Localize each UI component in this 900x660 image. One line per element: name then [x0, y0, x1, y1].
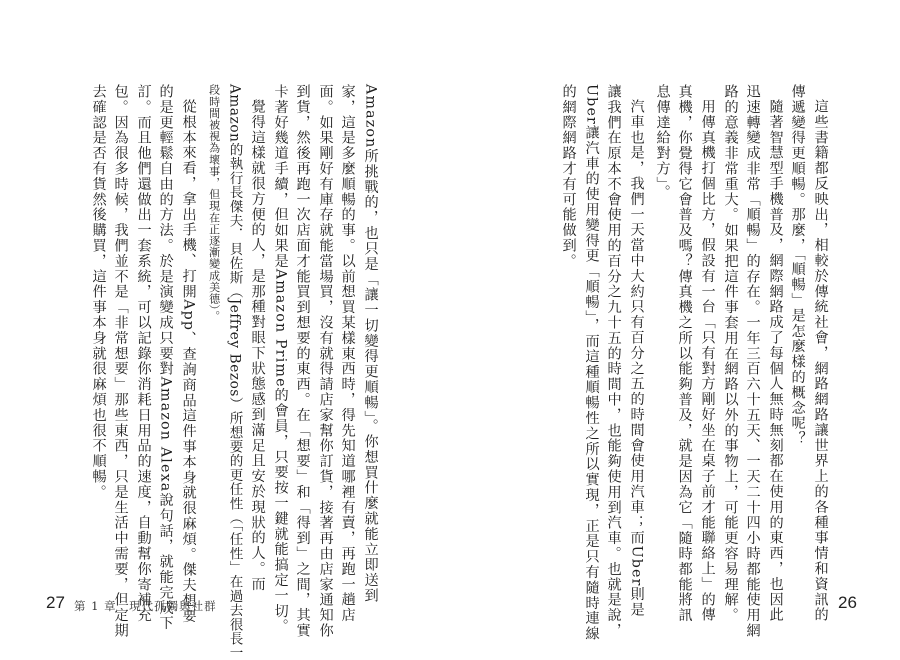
text-column: 訂。而且他們還做出一套系統，可以記錄你消耗日用品的速度，自動幫你寄補充	[135, 84, 152, 623]
text-column: 去確認是否有貨然後購買，這件事本身就很麻煩也很不順暢。	[90, 84, 107, 500]
text-column: 的是更輕鬆自由的方法。於是演變成只要對Amazon Alexa說句話，就能完成下	[157, 84, 174, 632]
text-column: 從根本來看，拿出手機、打開App、查詢商品這件事本身就很麻煩。傑夫想要	[180, 99, 197, 624]
text-column: 傳遞變得更順暢。那麼，「順暢」是怎麼樣的概念呢？	[789, 84, 806, 447]
text-column: 卡著好幾道手續，但如果是Amazon Prime的會員，只要按一鍵就能搞定一切。	[272, 84, 289, 635]
text-column: 迅速轉變成非常「順暢」的存在。一年三百六十五天、一天二十四小時都能使用網	[744, 84, 761, 639]
text-column: 息傳達給對方」。	[654, 84, 671, 201]
text-column: 家，這是多麼順暢的事。以前想買某樣東西時，得先知道哪裡有賣，再跑一趟店	[339, 84, 356, 623]
text-column: 隨著智慧型手機普及，網際網路成了每個人無時無刻都在使用的東西，也因此	[767, 99, 784, 623]
text-column: 路的意義非常重大。如果把這件事套用在網路以外的事物上，可能更容易理解。	[722, 84, 739, 623]
text-column: 到貨，然後再跑一次店面才能買到想要的東西。在「想要」和「得到」之間，其實	[294, 84, 311, 639]
text-column: Uber讓汽車的使用變得更「順暢」，而這種順暢性之所以實現，正是只有隨時連線	[583, 84, 600, 642]
right-page	[450, 0, 900, 642]
page-number: 26	[838, 593, 857, 612]
text-column: 段時間被視為壞事，但現在正逐漸變成美德）。	[207, 84, 221, 323]
text-column: 面。如果剛好有庫存就能當場買，沒有就得請店家幫你訂貨，接著再由店家通知你	[317, 84, 334, 639]
page-number: 27	[46, 593, 65, 612]
text-column: 讓我們在原本不會使用的百分之九十五的時間中，也能夠使用到汽車。也就是說，	[605, 84, 622, 639]
text-column: Amazon的執行長傑夫．貝佐斯（Jeffrey Bezos）所想要的更任性（「任性」在過去很長一	[226, 84, 243, 660]
text-column: 這些書籍都反映出，相較於傳統社會，網路網路讓世界上的各種事情和資訊的	[812, 99, 829, 623]
text-column: 真機，你覺得它會普及嗎？傳真機之所以能夠普及，就是因為它「隨時都能將訊	[676, 84, 693, 623]
text-column: 包。因為很多時候，我們並不是「非常想要」那些東西，只是生活中需要，但定期	[112, 84, 129, 639]
text-column: 覺得這樣就很方便的人，是那種對眼下狀態感到滿足且安於現狀的人。而	[249, 99, 266, 592]
text-column: 汽車也是，我們一天當中大約只有百分之五的時間會使用汽車；而Uber則是	[628, 99, 645, 618]
text-column: Amazon所挑戰的，也只是「讓一切變得更順暢」。你想買什麼就能立即送到	[362, 84, 379, 604]
text-column: 的網際網路才有可能做到。	[560, 84, 577, 269]
running-head: 第 1 章 現代孤獨與社群	[74, 599, 217, 613]
text-column: 用傳真機打個比方，假設有一台「只有對方剛好坐在桌子前才能聯絡上」的傳	[699, 99, 716, 623]
